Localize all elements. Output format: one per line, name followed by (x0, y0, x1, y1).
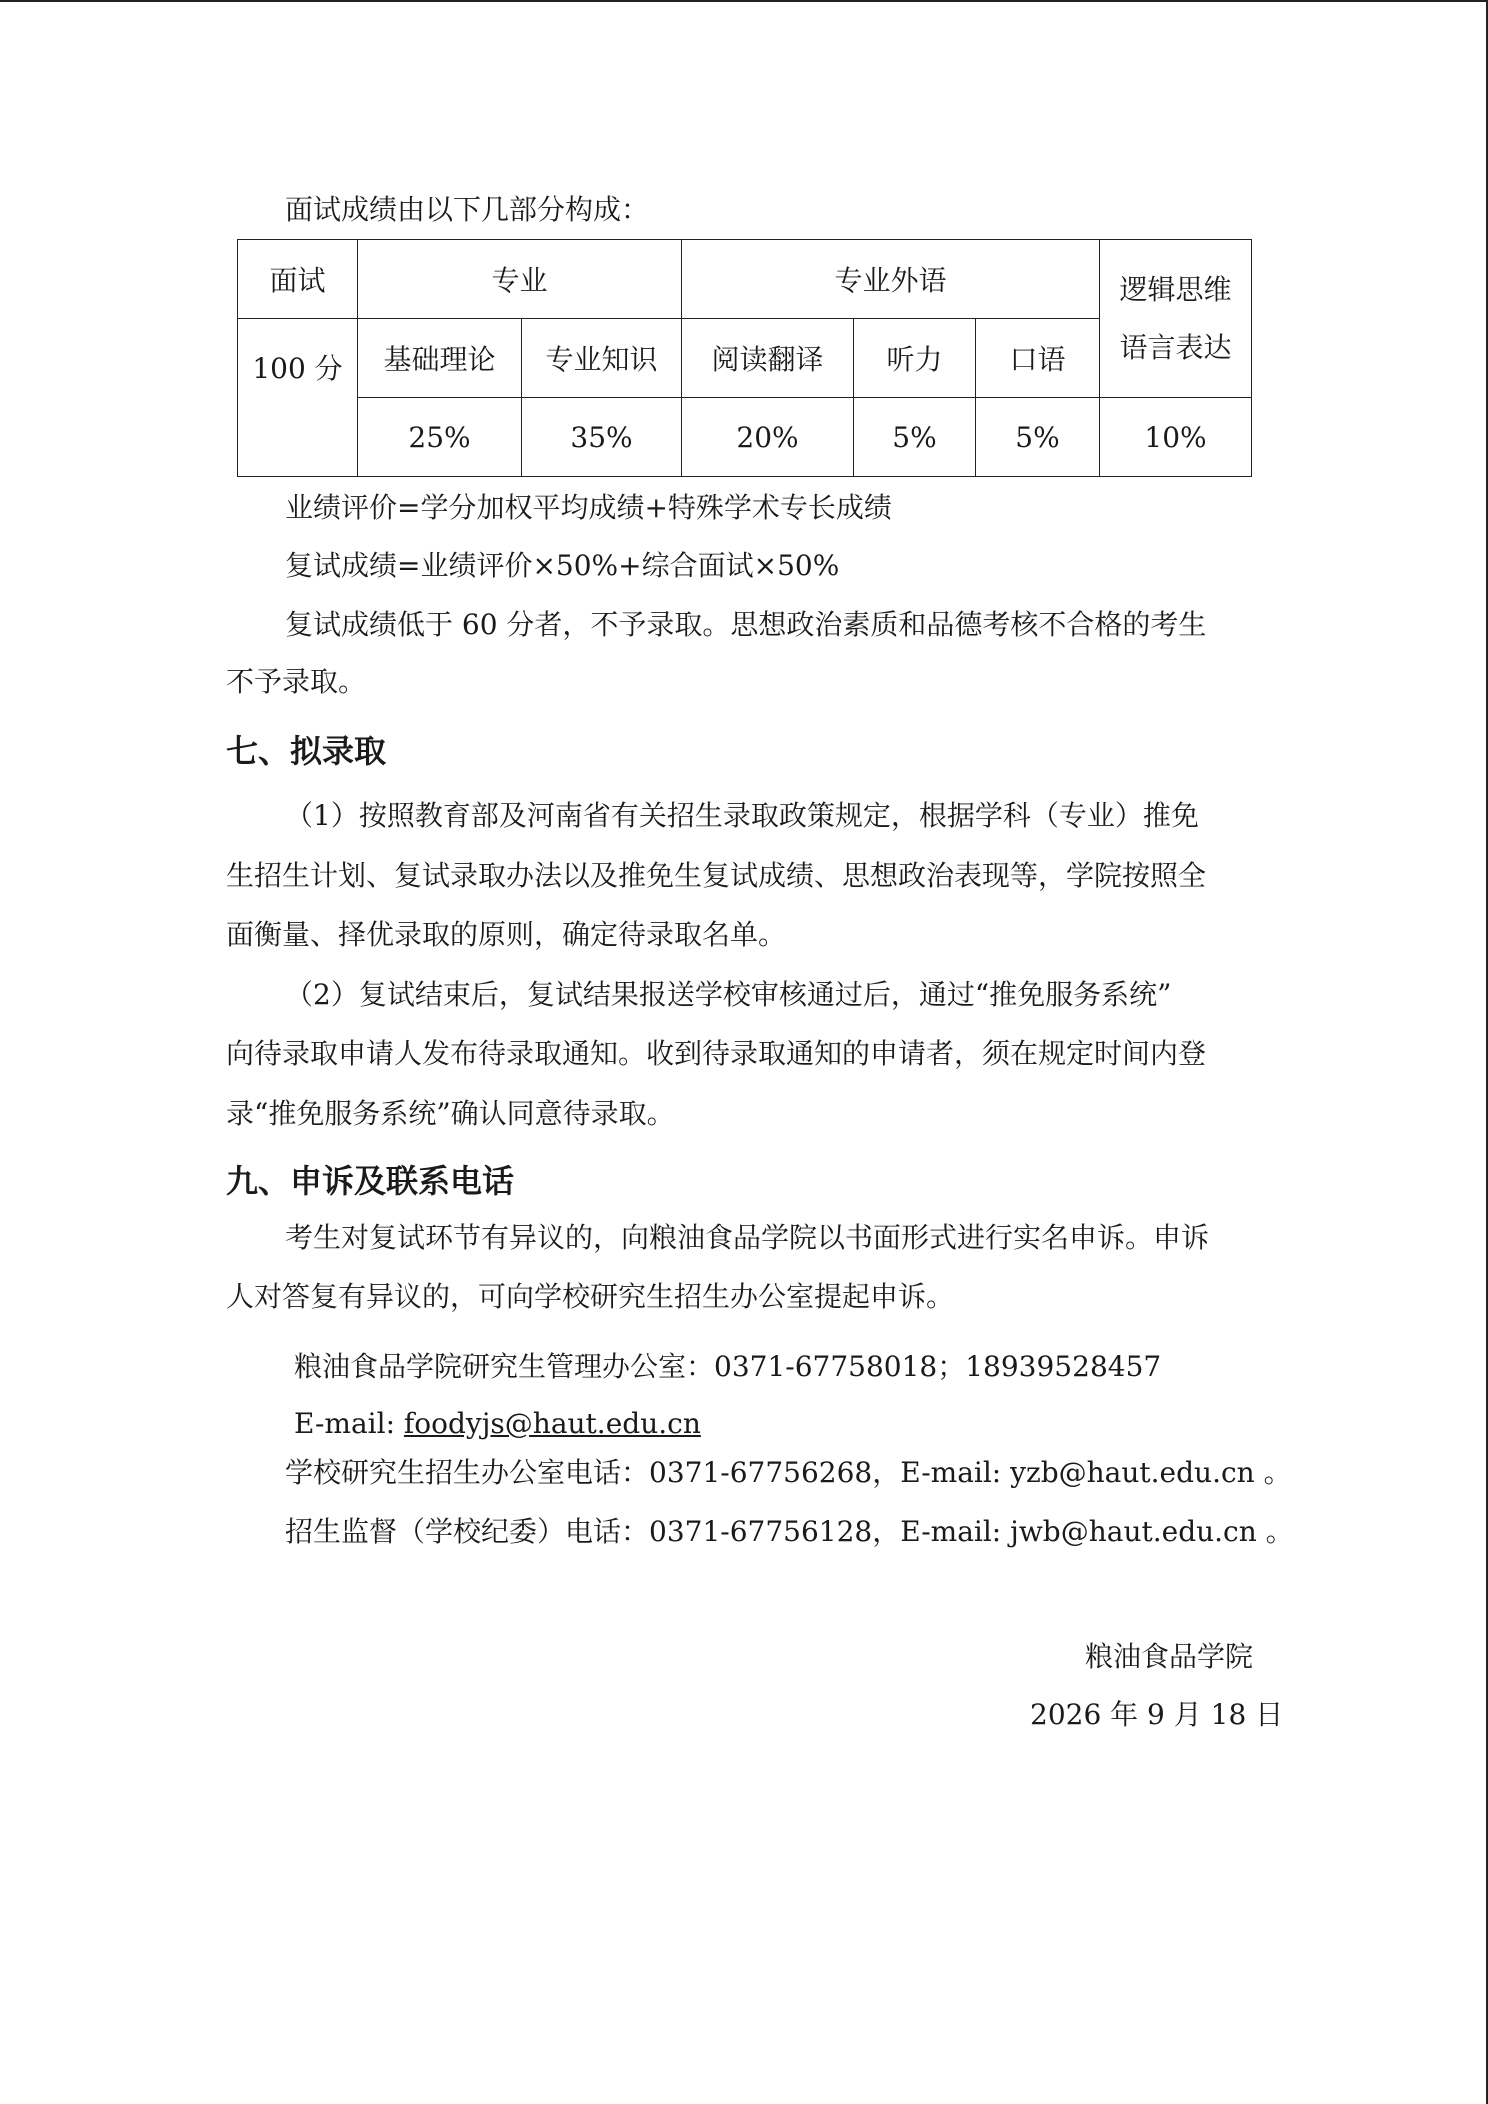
sub-reading-translation: 阅读翻译 (682, 319, 854, 398)
pct-logic: 10% (1100, 398, 1252, 477)
total-score-cell: 100 分 (238, 319, 358, 477)
s7-p1-line2: 生招生计划、复试录取办法以及推免生复试成绩、思想政治表现等，学院按照全 (226, 859, 1207, 892)
intro-text: 面试成绩由以下几部分构成： (285, 193, 650, 226)
s7-p2-line1: （2）复试结束后，复试结果报送学校审核通过后，通过“推免服务系统” (285, 978, 1172, 1011)
table-row (238, 398, 1252, 477)
header-logic-line2: 语言表达 (1119, 330, 1232, 364)
s7-p2-line2: 向待录取申请人发布待录取通知。收到待录取通知的申请者，须在规定时间内登 (226, 1037, 1207, 1070)
sub-basic-theory: 基础理论 (358, 319, 522, 398)
table-row (238, 319, 1252, 398)
pct-reading-translation: 20% (682, 398, 854, 477)
pct-speaking: 5% (976, 398, 1100, 477)
contact-school-office: 学校研究生招生办公室电话：0371-67756268，E-mail: yzb@haut.edu.cn 。 (285, 1456, 1292, 1489)
signature-org: 粮油食品学院 (1085, 1640, 1254, 1673)
header-logic-line1: 逻辑思维 (1119, 272, 1232, 306)
signature-date: 2026 年 9 月 18 日 (1030, 1698, 1284, 1731)
s9-p1-line2: 人对答复有异议的，可向学校研究生招生办公室提起申诉。 (226, 1280, 955, 1313)
rule-line-1: 复试成绩低于 60 分者，不予录取。思想政治素质和品德考核不合格的考生 (285, 608, 1207, 641)
s7-p1-line3: 面衡量、择优录取的原则，确定待录取名单。 (226, 918, 787, 951)
section-9-title: 九、申诉及联系电话 (226, 1162, 515, 1200)
table-row (238, 240, 1252, 319)
sub-major-knowledge: 专业知识 (522, 319, 682, 398)
header-foreign-language: 专业外语 (682, 240, 1100, 319)
header-major: 专业 (358, 240, 682, 319)
contact-email (294, 1406, 701, 1442)
pct-basic-theory: 25% (358, 398, 522, 477)
sub-speaking: 口语 (976, 319, 1100, 398)
rule-line-2: 不予录取。 (226, 665, 367, 698)
header-logic (1100, 240, 1252, 398)
sub-listening: 听力 (854, 319, 976, 398)
contact-college-office: 粮油食品学院研究生管理办公室：0371-67758018；18939528457 (294, 1350, 1162, 1383)
interview-score-table (237, 239, 1252, 477)
pct-listening: 5% (854, 398, 976, 477)
s7-p1-line1: （1）按照教育部及河南省有关招生录取政策规定，根据学科（专业）推免 (285, 799, 1199, 832)
formula-retest: 复试成绩=业绩评价×50%+综合面试×50% (285, 549, 840, 582)
pct-major-knowledge: 35% (522, 398, 682, 477)
email-link[interactable]: foodyjs@haut.edu.cn (403, 1407, 701, 1440)
s7-p2-line3: 录“推免服务系统”确认同意待录取。 (226, 1097, 675, 1130)
s9-p1-line1: 考生对复试环节有异议的，向粮油食品学院以书面形式进行实名申诉。申诉 (285, 1221, 1210, 1254)
formula-performance: 业绩评价=学分加权平均成绩+特殊学术专长成绩 (285, 491, 892, 524)
section-7-title: 七、拟录取 (226, 732, 387, 770)
header-interview: 面试 (238, 240, 358, 319)
contact-supervision: 招生监督（学校纪委）电话：0371-67756128，E-mail: jwb@haut.edu.cn 。 (285, 1515, 1294, 1548)
email-label: E-mail: (294, 1407, 404, 1440)
